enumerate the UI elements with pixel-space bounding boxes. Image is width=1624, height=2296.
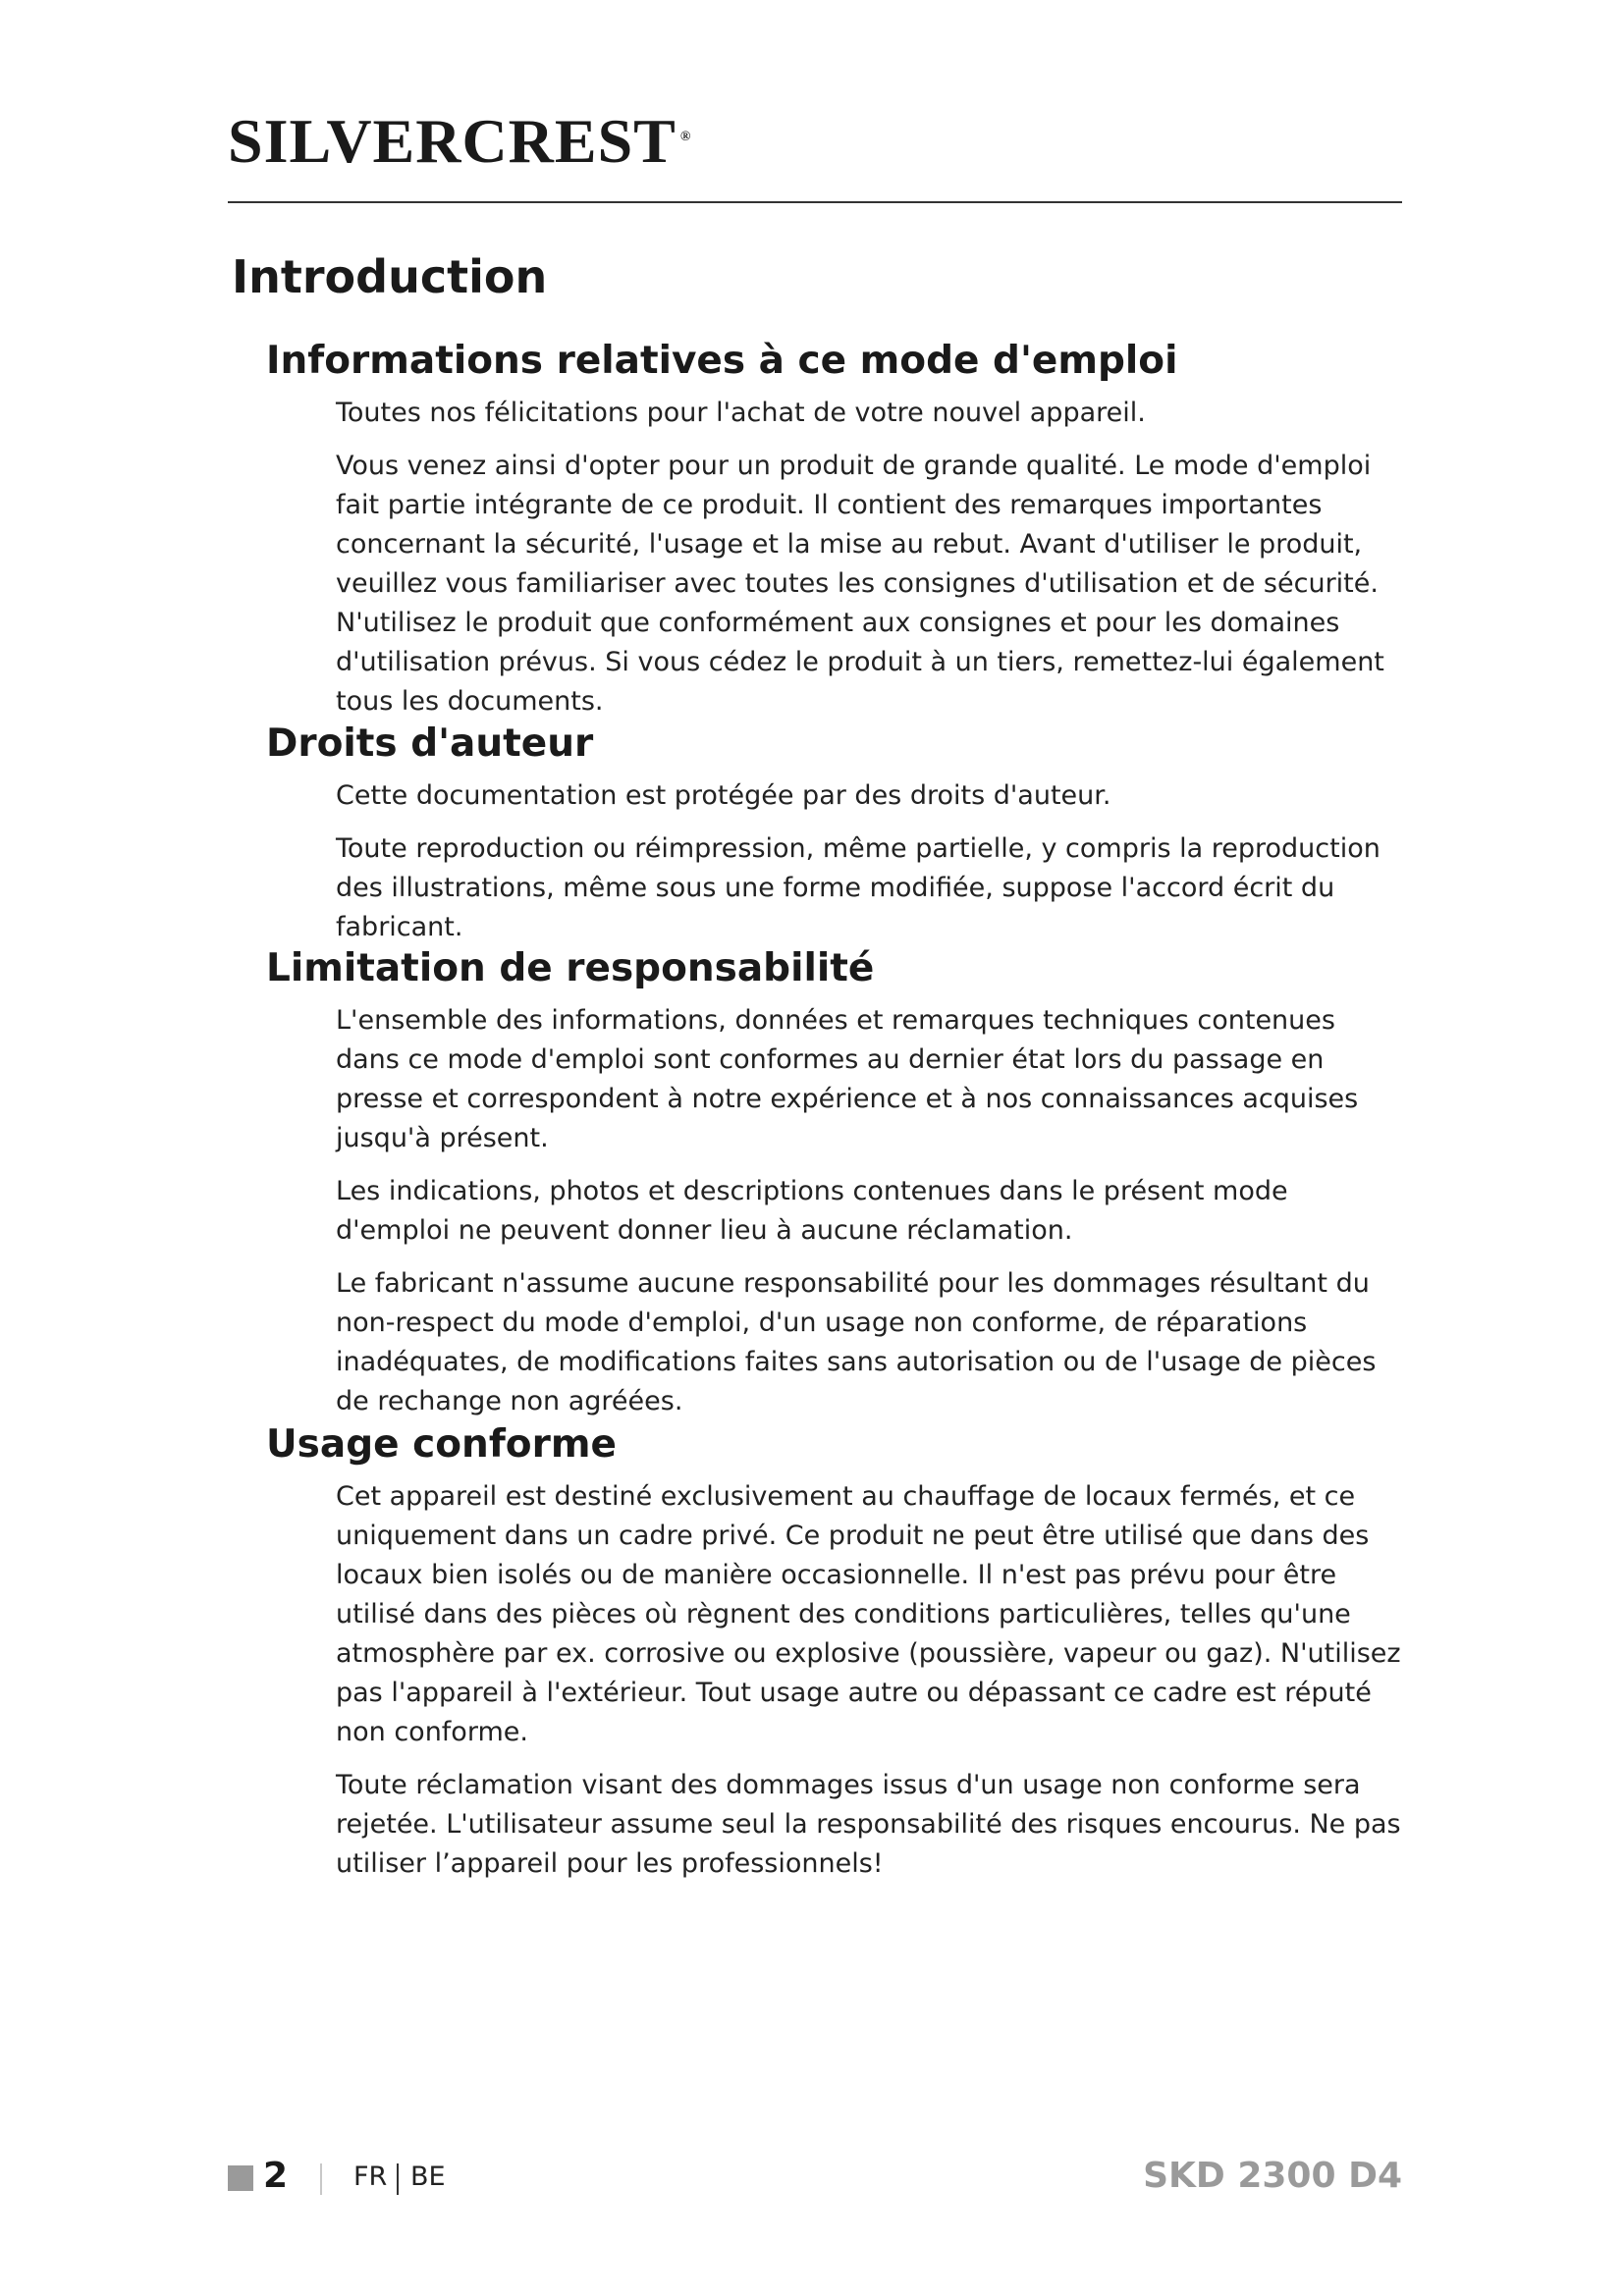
section-limitation bbox=[266, 945, 1405, 1435]
paragraph: Vous venez ainsi d'opter pour un produit de grande qualité. Le mode d'emploi fait partie intégrante de ce produit. Il contient des remarques importantes concernant la sécurité, l'usage et la mise au rebut. Avant d'utiliser le produit, veuillez vous familiariser avec toutes les consignes d'utilisation et de sécurité. N'utilisez le produit que conformément aux consignes et pour les domaines d'utilisation prévus. Si vous cédez le produit à un tiers, remettez-lui également tous les documents. bbox=[336, 450, 1384, 717]
section-heading: Usage conforme bbox=[266, 1422, 617, 1467]
paragraph: Cette documentation est protégée par des droits d'auteur. bbox=[336, 779, 1111, 811]
section-informations bbox=[266, 338, 1405, 735]
page-number: 2 bbox=[263, 2156, 289, 2196]
paragraph: Toute réclamation visant des dommages issus d'un usage non conforme sera rejetée. L'utilisateur assume seul la responsabilité des risques encourus. Ne pas utiliser l’appareil pour les professionnels! bbox=[336, 1769, 1401, 1879]
section-heading: Droits d'auteur bbox=[266, 721, 594, 766]
footer-separator bbox=[320, 2163, 322, 2195]
section-droits-auteur bbox=[266, 721, 1405, 961]
chapter-title: Introduction bbox=[232, 250, 548, 303]
paragraph: Les indications, photos et descriptions contenues dans le présent mode d'emploi ne peuvent donner lieu à aucune réclamation. bbox=[336, 1175, 1288, 1246]
brand-logo bbox=[228, 106, 692, 176]
section-heading: Informations relatives à ce mode d'emploi bbox=[266, 339, 1178, 383]
paragraph: L'ensemble des informations, données et remarques techniques contenues dans ce mode d'emploi sont conformes au dernier état lors du passage en presse et correspondent à notre expérience et à nos connaissances acquises jusqu'à présent. bbox=[336, 1004, 1359, 1153]
footer-square-icon bbox=[228, 2165, 253, 2191]
model-number: SKD 2300 D4 bbox=[1143, 2156, 1402, 2196]
paragraph: Toute reproduction ou réimpression, même partielle, y compris la reproduction des illustrations, même sous une forme modifiée, suppose l'accord écrit du fabricant. bbox=[336, 832, 1380, 942]
registered-mark: ® bbox=[679, 129, 692, 144]
section-usage-conforme bbox=[266, 1421, 1405, 1897]
brand-name: SILVERCREST bbox=[228, 106, 677, 176]
language-separator bbox=[397, 2163, 399, 2195]
paragraph: Le fabricant n'assume aucune responsabilité pour les dommages résultant du non-respect du mode d'emploi, d'un usage non conforme, de réparations inadéquates, de modifications faites sans autorisation ou de l'usage de pièces de rechange non agréées. bbox=[336, 1267, 1377, 1416]
paragraph: Toutes nos félicitations pour l'achat de votre nouvel appareil. bbox=[336, 397, 1146, 428]
language-code-be: BE bbox=[410, 2162, 446, 2192]
header-divider bbox=[228, 201, 1402, 203]
paragraph: Cet appareil est destiné exclusivement au chauffage de locaux fermés, et ce uniquement dans un cadre privé. Ce produit ne peut être utilisé que dans des locaux bien isolés ou de manière occasionnelle. Il n'est pas prévu pour être utilisé dans des pièces où règnent des conditions particulières, telles qu'une atmosphère par ex. corrosive ou explosive (poussière, vapeur ou gaz). N'utilisez pas l'appareil à l'extérieur. Tout usage autre ou dépassant ce cadre est réputé non conforme. bbox=[336, 1480, 1401, 1747]
page-footer bbox=[228, 2156, 1402, 2205]
section-heading: Limitation de responsabilité bbox=[266, 946, 875, 990]
language-code-fr: FR bbox=[353, 2162, 388, 2192]
